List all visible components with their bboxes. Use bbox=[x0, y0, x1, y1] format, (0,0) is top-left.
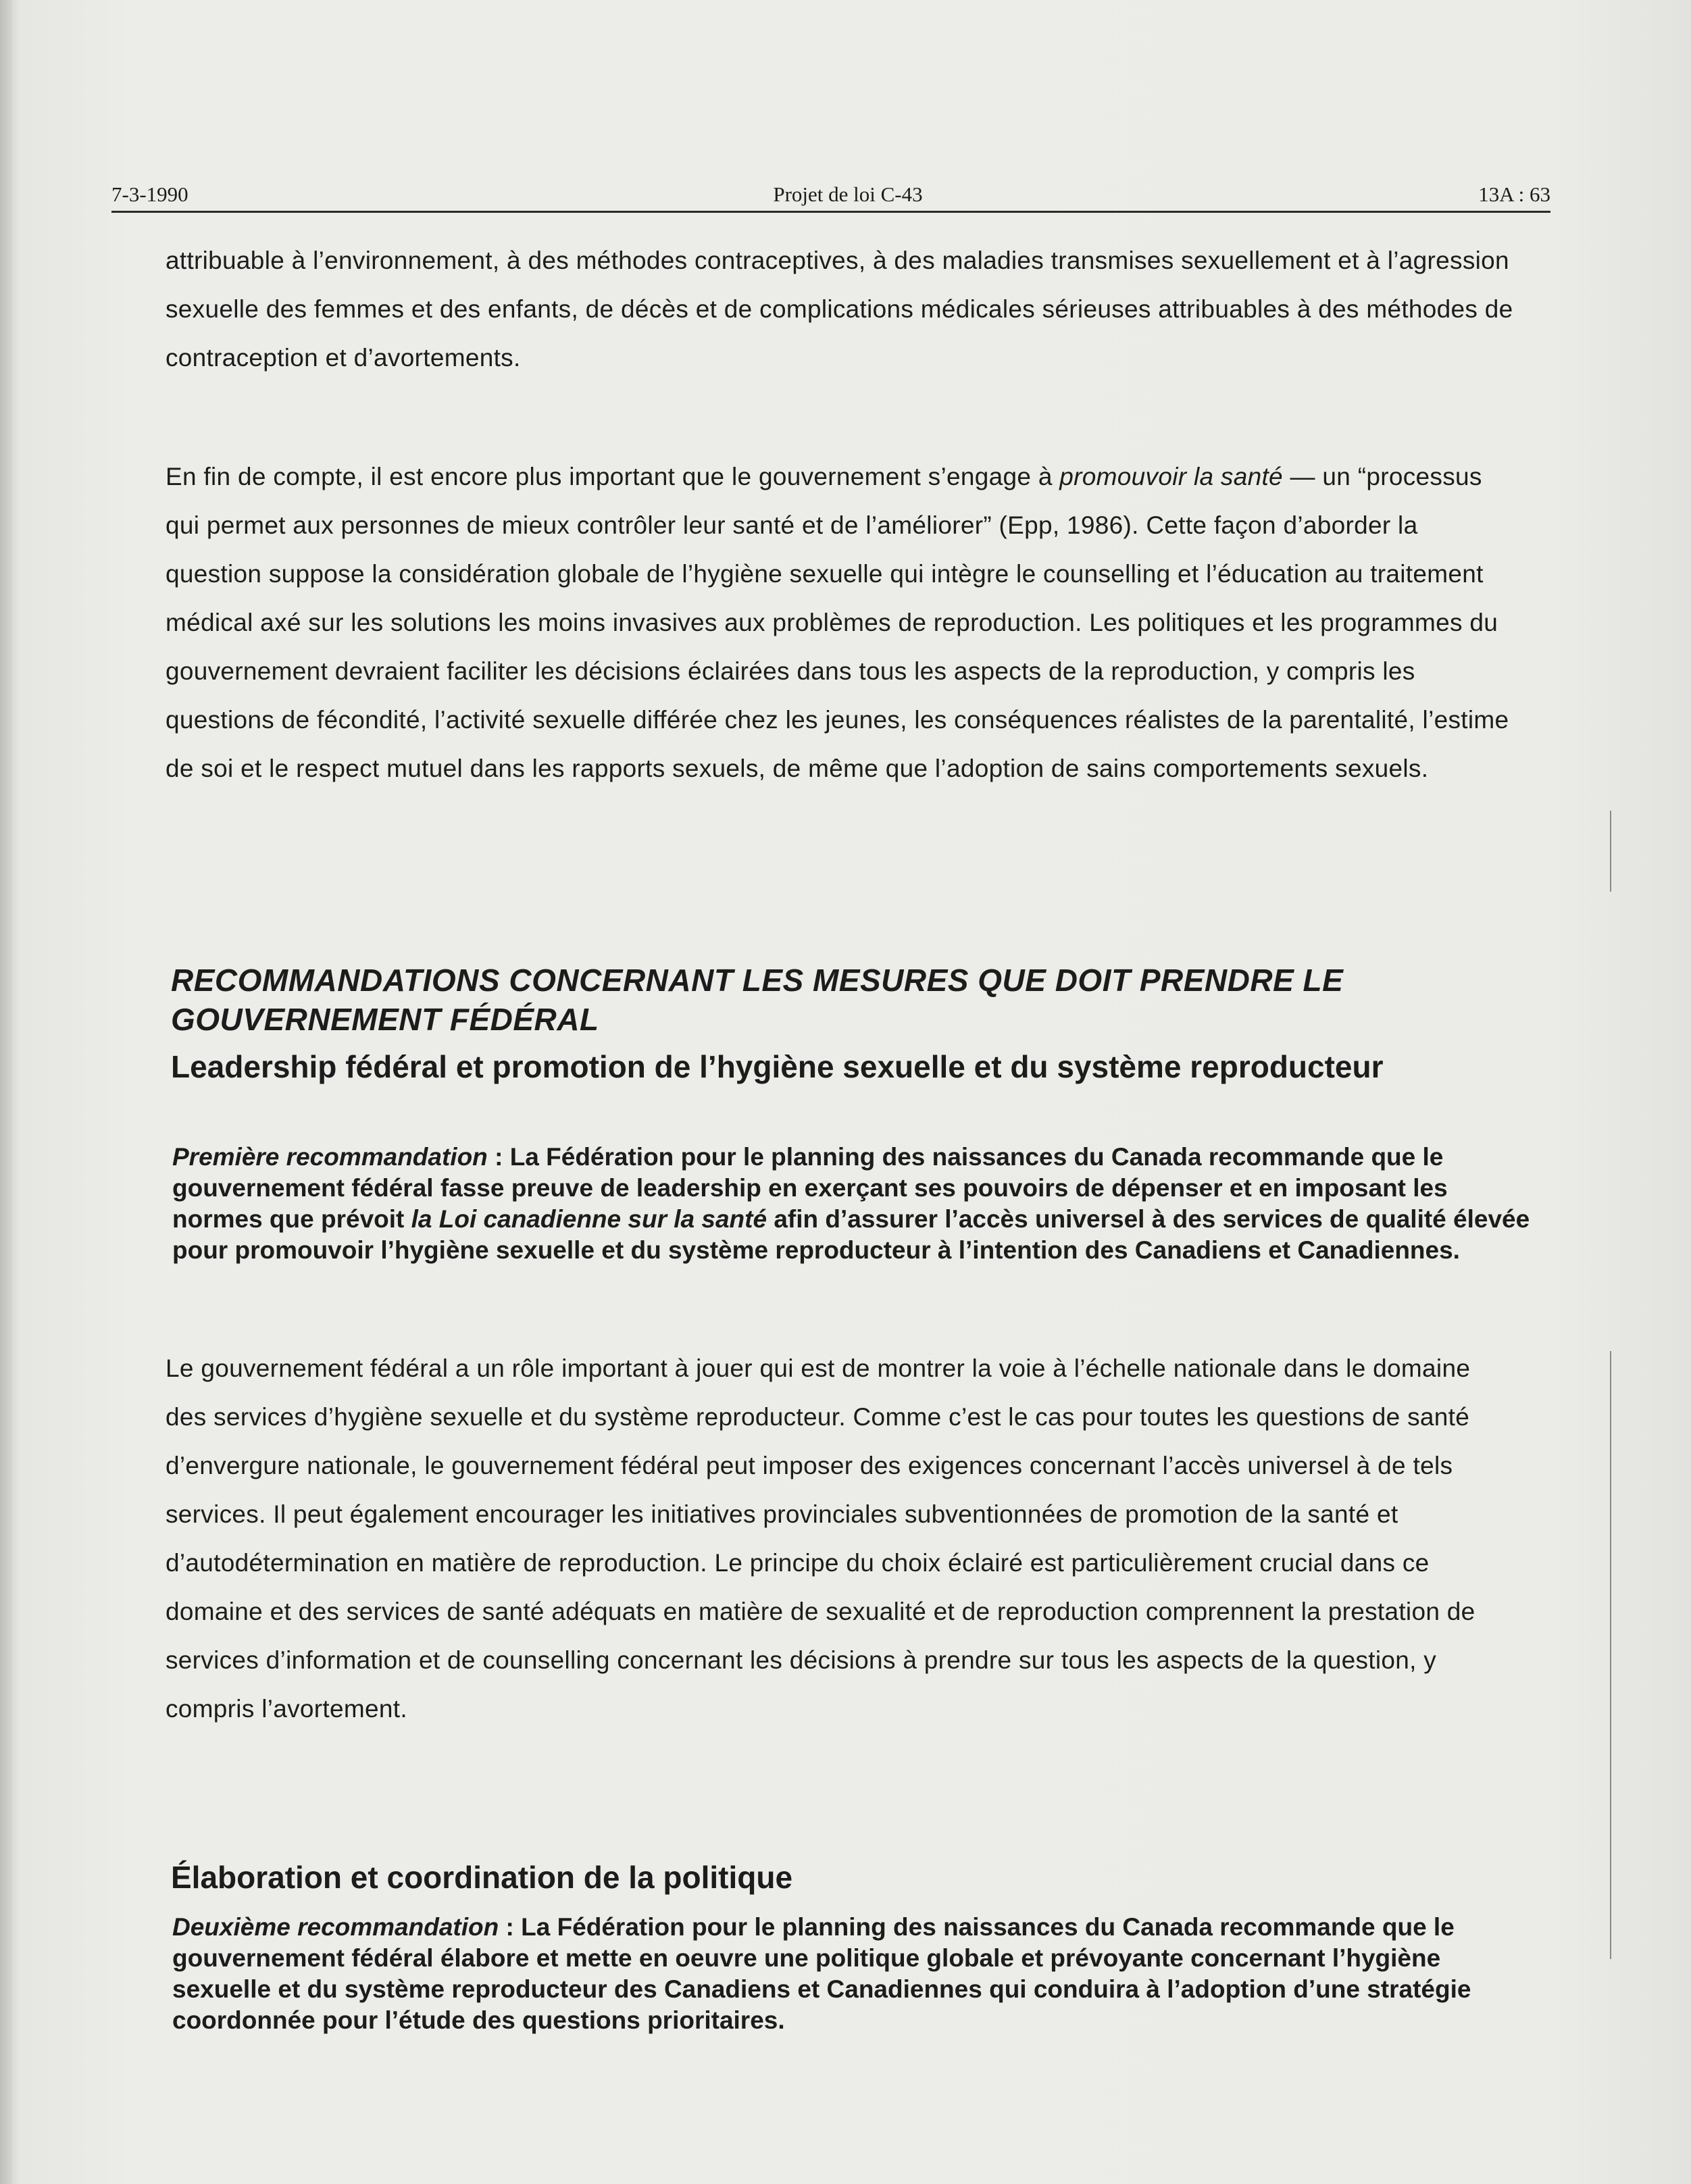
recommendation-2-label: Deuxième recommandation bbox=[172, 1913, 499, 1941]
document-page bbox=[111, 169, 1550, 2141]
recommendation-2 bbox=[172, 1912, 1530, 2036]
paragraph-2-emphasis: promouvoir la santé bbox=[1059, 463, 1283, 490]
section-heading-leadership: Leadership fédéral et promotion de l’hygiène sexuelle et du système reproducteur bbox=[171, 1049, 1384, 1084]
margin-mark bbox=[1610, 1351, 1611, 1959]
recommendation-1-text-start: La Fédération pour le planning des naissances du Canada recommande que le gouvernement fédéral fasse preuve de leadership en exerçant ses pouvoirs de dépenser et en imposant les normes que prévoit bbox=[172, 1143, 1448, 1233]
recommendation-2-text: La Fédération pour le planning des naissances du Canada recommande que le gouvernement fédéral élabore et mette en oeuvre une politique globale et prévoyante concernant l’hygiène sexuelle et du système reproducteur des Canadiens et Canadiennes qui conduira à l’adoption d’une stratégie coordonnée pour l’étude des questions prioritaires. bbox=[172, 1913, 1471, 2034]
margin-mark bbox=[1610, 811, 1611, 892]
paragraph-3: Le gouvernement fédéral a un rôle important à jouer qui est de montrer la voie à l’échelle nationale dans le domaine des services d’hygiène sexuelle et du système reproducteur. Comme c’est le cas pour toutes les questions de santé d’envergure nationale, le gouvernement fédéral peut imposer des exigences concernant l’accès universel à de tels services. Il peut également encourager les initiatives provinciales subventionnées de promotion de la santé et d’autodétermination en matière de reproduction. Le principe du choix éclairé est particulièrement crucial dans ce domaine et des services de santé adéquats en matière de sexualité et de reproduction comprennent la prestation de services d’information et de counselling concernant les décisions à prendre sur tous les aspects de la question, y compris l’avortement. bbox=[166, 1354, 1475, 1723]
header-title: Projet de loi C-43 bbox=[773, 182, 923, 206]
recommendation-1-text-end: afin d’assurer l’accès universel à des services de qualité élevée pour promouvoir l’hygiène sexuelle et du système reproducteur à l’intention des Canadiens et Canadiennes. bbox=[172, 1205, 1530, 1264]
recommendation-1 bbox=[172, 1142, 1530, 1266]
recommendations-heading: RECOMMANDATIONS CONCERNANT LES MESURES QUE DOIT PRENDRE LE GOUVERNEMENT FÉDÉRAL bbox=[171, 963, 1344, 1037]
header-page-number: 13A : 63 bbox=[1478, 182, 1550, 206]
paragraph-2-end: — un “processus qui permet aux personnes de mieux contrôler leur santé et de l’améliorer” (Epp, 1986). Cette façon d’aborder la question suppose la considération globale de l’hygiène sexuelle qui intègre le counselling et l’éducation au traitement médical axé sur les solutions les moins invasives aux problèmes de reproduction. Les politiques et les programmes du gouvernement devraient faciliter les décisions éclairées dans tous les aspects de la reproduction, y compris les questions de fécondité, l’activité sexuelle différée chez les jeunes, les conséquences réalistes de la parentalité, l’estime de soi et le respect mutuel dans les rapports sexuels, de même que l’adoption de sains comportements sexuels. bbox=[166, 463, 1509, 782]
recommendation-1-label: Première recommandation bbox=[172, 1143, 488, 1171]
running-header bbox=[111, 169, 1550, 213]
page-edge-shadow bbox=[0, 0, 12, 2184]
paragraph-1: attribuable à l’environnement, à des méthodes contraceptives, à des maladies transmises sexuellement et à l’agression sexuelle des femmes et des enfants, de décès et de complications médicales sérieuses attribuables à des méthodes de contraception et d’avortements. bbox=[166, 247, 1513, 372]
recommendation-1-separator: : bbox=[487, 1143, 510, 1171]
paragraph-2-start: En fin de compte, il est encore plus important que le gouvernement s’engage à bbox=[166, 463, 1060, 490]
paragraph-2 bbox=[166, 453, 1517, 793]
recommendation-1-law-title: la Loi canadienne sur la santé bbox=[411, 1205, 767, 1233]
header-date: 7-3-1990 bbox=[111, 182, 188, 206]
recommendation-2-separator: : bbox=[499, 1913, 522, 1941]
section-heading-policy: Élaboration et coordination de la politique bbox=[171, 1860, 793, 1895]
